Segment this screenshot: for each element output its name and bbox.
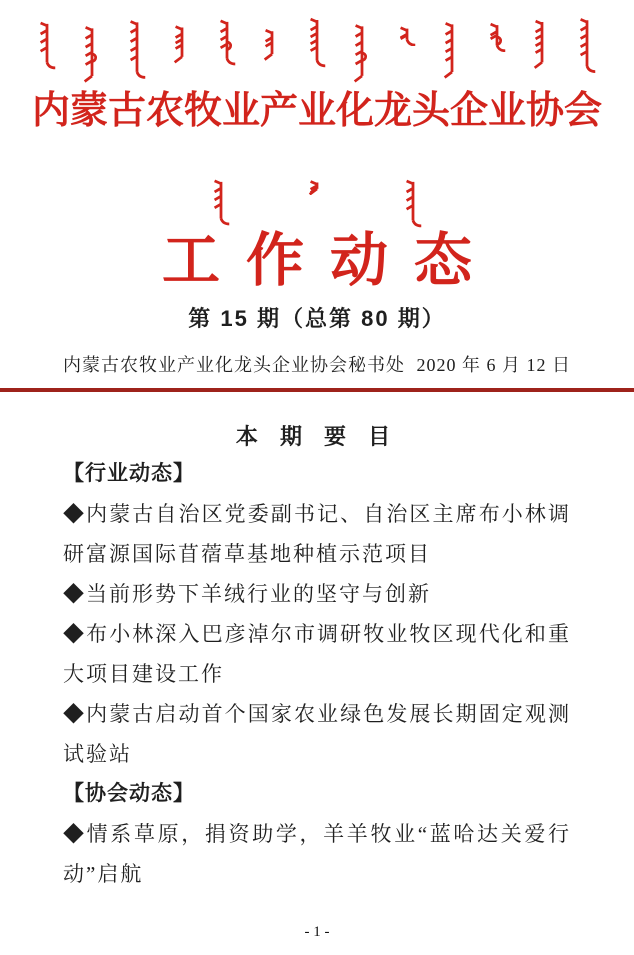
publisher: 内蒙古农牧业产业化龙头企业协会秘书处 (63, 355, 405, 375)
issue-number: 第 15 期（总第 80 期） (188, 306, 446, 331)
mongolian-word-icon (36, 20, 58, 70)
publication-line (63, 354, 571, 376)
mongolian-word-icon (306, 16, 328, 68)
section-heading-association: 【协会动态】 (63, 782, 195, 805)
contents-list (63, 454, 571, 894)
toc-item: ◆当前形势下羊绒行业的坚守与创新 (63, 582, 431, 606)
contents-title: 本 期 要 目 (235, 424, 399, 449)
mongolian-word-icon (216, 18, 238, 66)
toc-item: ◆内蒙古自治区党委副书记、自治区主席布小林调研富源国际苜蓿草基地种植示范项目 (63, 502, 571, 566)
mongolian-script-row-top-icon (36, 16, 598, 84)
masthead (0, 16, 634, 392)
red-divider (0, 388, 634, 392)
mongolian-word-icon (576, 16, 598, 74)
mongolian-word-icon (261, 28, 283, 61)
mongolian-word-icon (402, 178, 424, 228)
mongolian-word-icon (531, 18, 553, 70)
publication-date: 2020 年 6 月 12 日 (416, 355, 571, 375)
mongolian-word-icon (126, 18, 148, 80)
mongolian-word-icon (396, 26, 418, 46)
mongolian-word-icon (210, 178, 232, 226)
bulletin-title: 工作动态 (161, 228, 498, 293)
mongolian-script-row-mid-icon (0, 178, 634, 230)
org-title: 内蒙古农牧业产业化龙头企业协会 (31, 90, 602, 132)
page-footer (0, 924, 634, 941)
mongolian-word-icon (81, 24, 103, 84)
mongolian-word-icon (486, 22, 508, 52)
contents (0, 424, 634, 894)
section-heading-industry: 【行业动态】 (63, 462, 195, 485)
mongolian-word-icon (351, 22, 373, 84)
mongolian-word-icon (441, 20, 463, 80)
mongolian-word-icon (171, 24, 193, 64)
toc-item: ◆布小林深入巴彦淖尔市调研牧业牧区现代化和重大项目建设工作 (63, 622, 571, 686)
page-number: - 1 - (304, 924, 330, 940)
toc-item: ◆内蒙古启动首个国家农业绿色发展长期固定观测试验站 (63, 702, 571, 766)
toc-item: ◆情系草原，捐资助学，羊羊牧业“蓝哈达关爱行动”启航 (63, 822, 571, 886)
mongolian-word-icon (306, 180, 328, 195)
